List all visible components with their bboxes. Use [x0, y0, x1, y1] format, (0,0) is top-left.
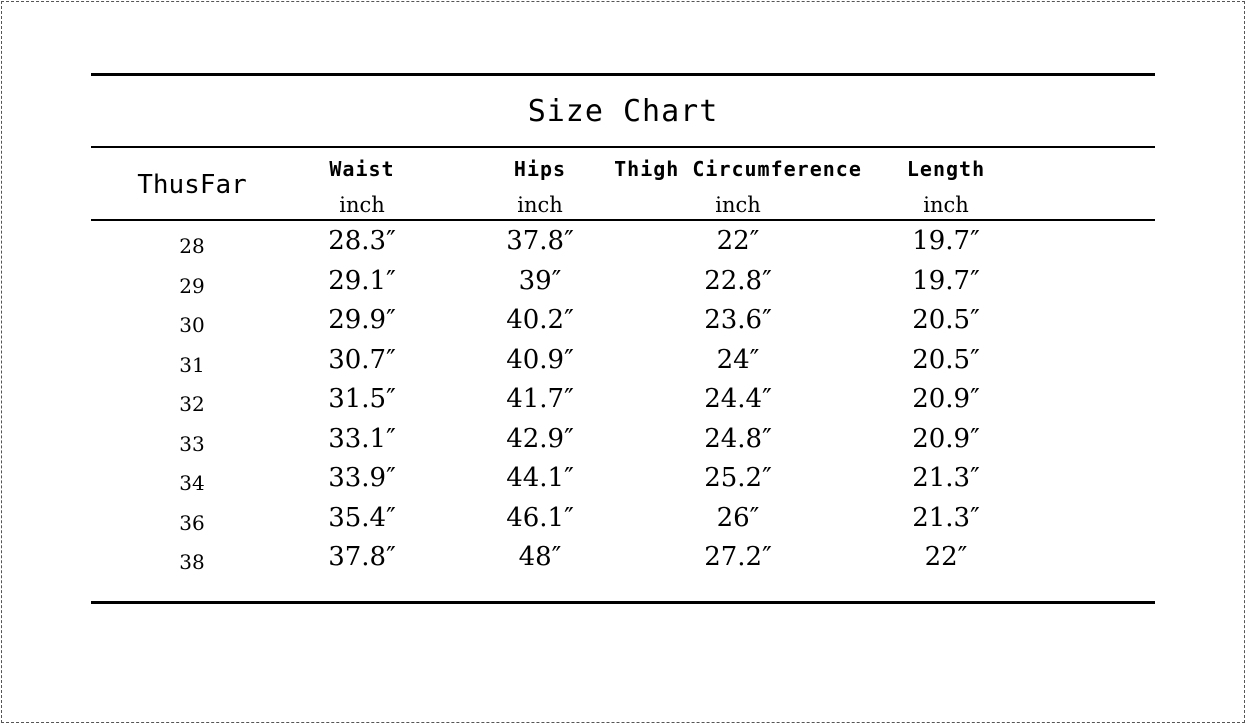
measurement-cell: 42.9″ [506, 423, 574, 454]
brand-label: ThusFar [137, 170, 247, 200]
measurement-cell: 19.7″ [912, 265, 980, 296]
measurement-cell: 26″ [716, 502, 760, 533]
size-cell: 32 [179, 392, 205, 416]
measurement-cell: 22.8″ [704, 265, 772, 296]
measurement-cell: 41.7″ [506, 384, 574, 414]
measurement-cell: 20.5″ [912, 344, 980, 375]
measurement-cell: 19.7″ [912, 226, 980, 256]
column-unit-0: inch [339, 193, 385, 217]
measurement-cell: 40.9″ [506, 344, 574, 375]
measurement-cell: 20.9″ [912, 384, 980, 414]
measurement-cell: 33.1″ [328, 423, 396, 454]
measurement-cell: 33.9″ [328, 463, 396, 493]
measurement-cell: 23.6″ [704, 305, 772, 335]
measurement-cell: 48″ [518, 542, 562, 572]
column-unit-3: inch [923, 193, 969, 217]
measurement-cell: 20.9″ [912, 423, 980, 454]
measurement-cell: 40.2″ [506, 305, 574, 335]
measurement-cell: 29.9″ [328, 305, 396, 335]
chart-title: Size Chart [527, 94, 719, 129]
size-cell: 28 [179, 234, 205, 258]
measurement-cell: 28.3″ [328, 226, 396, 256]
size-cell: 36 [179, 510, 205, 535]
measurement-cell: 20.5″ [912, 305, 980, 335]
size-cell: 34 [179, 471, 205, 495]
column-header-1: Hips [513, 157, 567, 181]
measurement-cell: 21.3″ [912, 463, 980, 493]
measurement-cell: 29.1″ [328, 265, 396, 296]
column-unit-1: inch [517, 193, 563, 217]
column-header-2: Thigh Circumference [614, 157, 862, 181]
measurement-cell: 27.2″ [704, 542, 772, 572]
bottom-rule [91, 601, 1155, 604]
column-header-0: Waist [329, 157, 395, 181]
measurement-cell: 46.1″ [506, 502, 574, 533]
size-cell: 29 [179, 273, 205, 298]
header-bottom-rule [91, 219, 1155, 221]
measurement-cell: 22″ [924, 542, 968, 572]
measurement-cell: 24.4″ [704, 384, 772, 414]
measurement-cell: 24.8″ [704, 423, 772, 454]
measurement-cell: 37.8″ [506, 226, 574, 256]
measurement-cell: 21.3″ [912, 502, 980, 533]
header-top-rule [91, 146, 1155, 148]
size-cell: 33 [179, 431, 205, 456]
measurement-cell: 37.8″ [328, 542, 396, 572]
measurement-cell: 25.2″ [704, 463, 772, 493]
measurement-cell: 24″ [716, 344, 760, 375]
measurement-cell: 31.5″ [328, 384, 396, 414]
measurement-cell: 39″ [518, 265, 562, 296]
measurement-cell: 30.7″ [328, 344, 396, 375]
size-cell: 31 [179, 352, 205, 377]
top-rule [91, 73, 1155, 76]
column-unit-2: inch [715, 193, 761, 217]
size-cell: 38 [179, 550, 205, 574]
measurement-cell: 35.4″ [328, 502, 396, 533]
measurement-cell: 44.1″ [506, 463, 574, 493]
measurement-cell: 22″ [716, 226, 760, 256]
size-cell: 30 [179, 313, 205, 337]
column-header-3: Length [906, 157, 986, 181]
